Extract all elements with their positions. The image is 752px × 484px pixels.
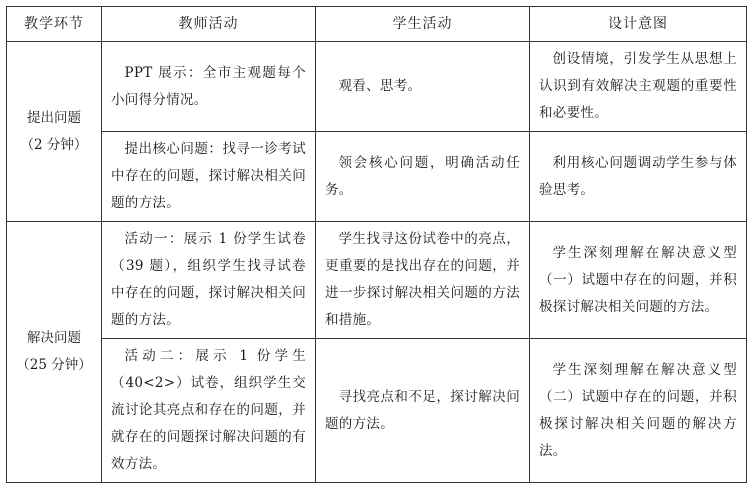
table-row xyxy=(7,339,747,483)
header-row xyxy=(7,7,747,42)
student-activity-cell: 学生找寻这份试卷中的亮点，更重要的是找出存在的问题，并进一步探讨解决相关问题的方法和措施。 xyxy=(316,222,530,339)
table-row xyxy=(7,42,747,132)
design-intent-cell: 创设情境，引发学生从思想上认识到有效解决主观题的重要性和必要性。 xyxy=(530,42,747,132)
header-student-activity: 学生活动 xyxy=(316,7,530,42)
stage-duration: （2 分钟） xyxy=(20,136,88,153)
lesson-plan-table xyxy=(6,6,747,483)
table-row xyxy=(7,222,747,339)
lesson-plan-document xyxy=(6,6,746,476)
student-activity-cell: 观看、思考。 xyxy=(316,42,530,132)
design-intent-cell: 学生深刻理解在解决意义型（一）试题中存在的问题，并积极探讨解决相关问题的方法。 xyxy=(530,222,747,339)
header-stage: 教学环节 xyxy=(7,7,102,42)
teacher-activity-cell: 活动二：展示 1 份学生（40<2>）试卷，组织学生交流讨论其亮点和存在的问题，并就存在的问题探讨解决问题的有效方法。 xyxy=(102,339,316,483)
design-intent-cell: 学生深刻理解在解决意义型（二）试题中存在的问题，并积极探讨解决相关问题的解决方法。 xyxy=(530,339,747,483)
stage-cell-solve-problem xyxy=(7,222,102,483)
student-activity-cell: 寻找亮点和不足，探讨解决问题的方法。 xyxy=(316,339,530,483)
stage-name: 提出问题 xyxy=(27,109,81,126)
header-design-intent: 设计意图 xyxy=(530,7,747,42)
teacher-activity-cell: 提出核心问题：找寻一诊考试中存在的问题，探讨解决相关问题的方法。 xyxy=(102,132,316,222)
student-activity-cell: 领会核心问题，明确活动任务。 xyxy=(316,132,530,222)
header-teacher-activity: 教师活动 xyxy=(102,7,316,42)
teacher-activity-cell: PPT 展示：全市主观题每个小问得分情况。 xyxy=(102,42,316,132)
stage-name: 解决问题 xyxy=(27,330,81,346)
design-intent-cell: 利用核心问题调动学生参与体验思考。 xyxy=(530,132,747,222)
table-row xyxy=(7,132,747,222)
stage-cell-pose-question xyxy=(7,42,102,222)
teacher-activity-cell: 活动一：展示 1 份学生试卷（39 题），组织学生找寻试卷中存在的问题，探讨解决相关问题的方法。 xyxy=(102,222,316,339)
stage-duration: （25 分钟） xyxy=(16,357,92,373)
